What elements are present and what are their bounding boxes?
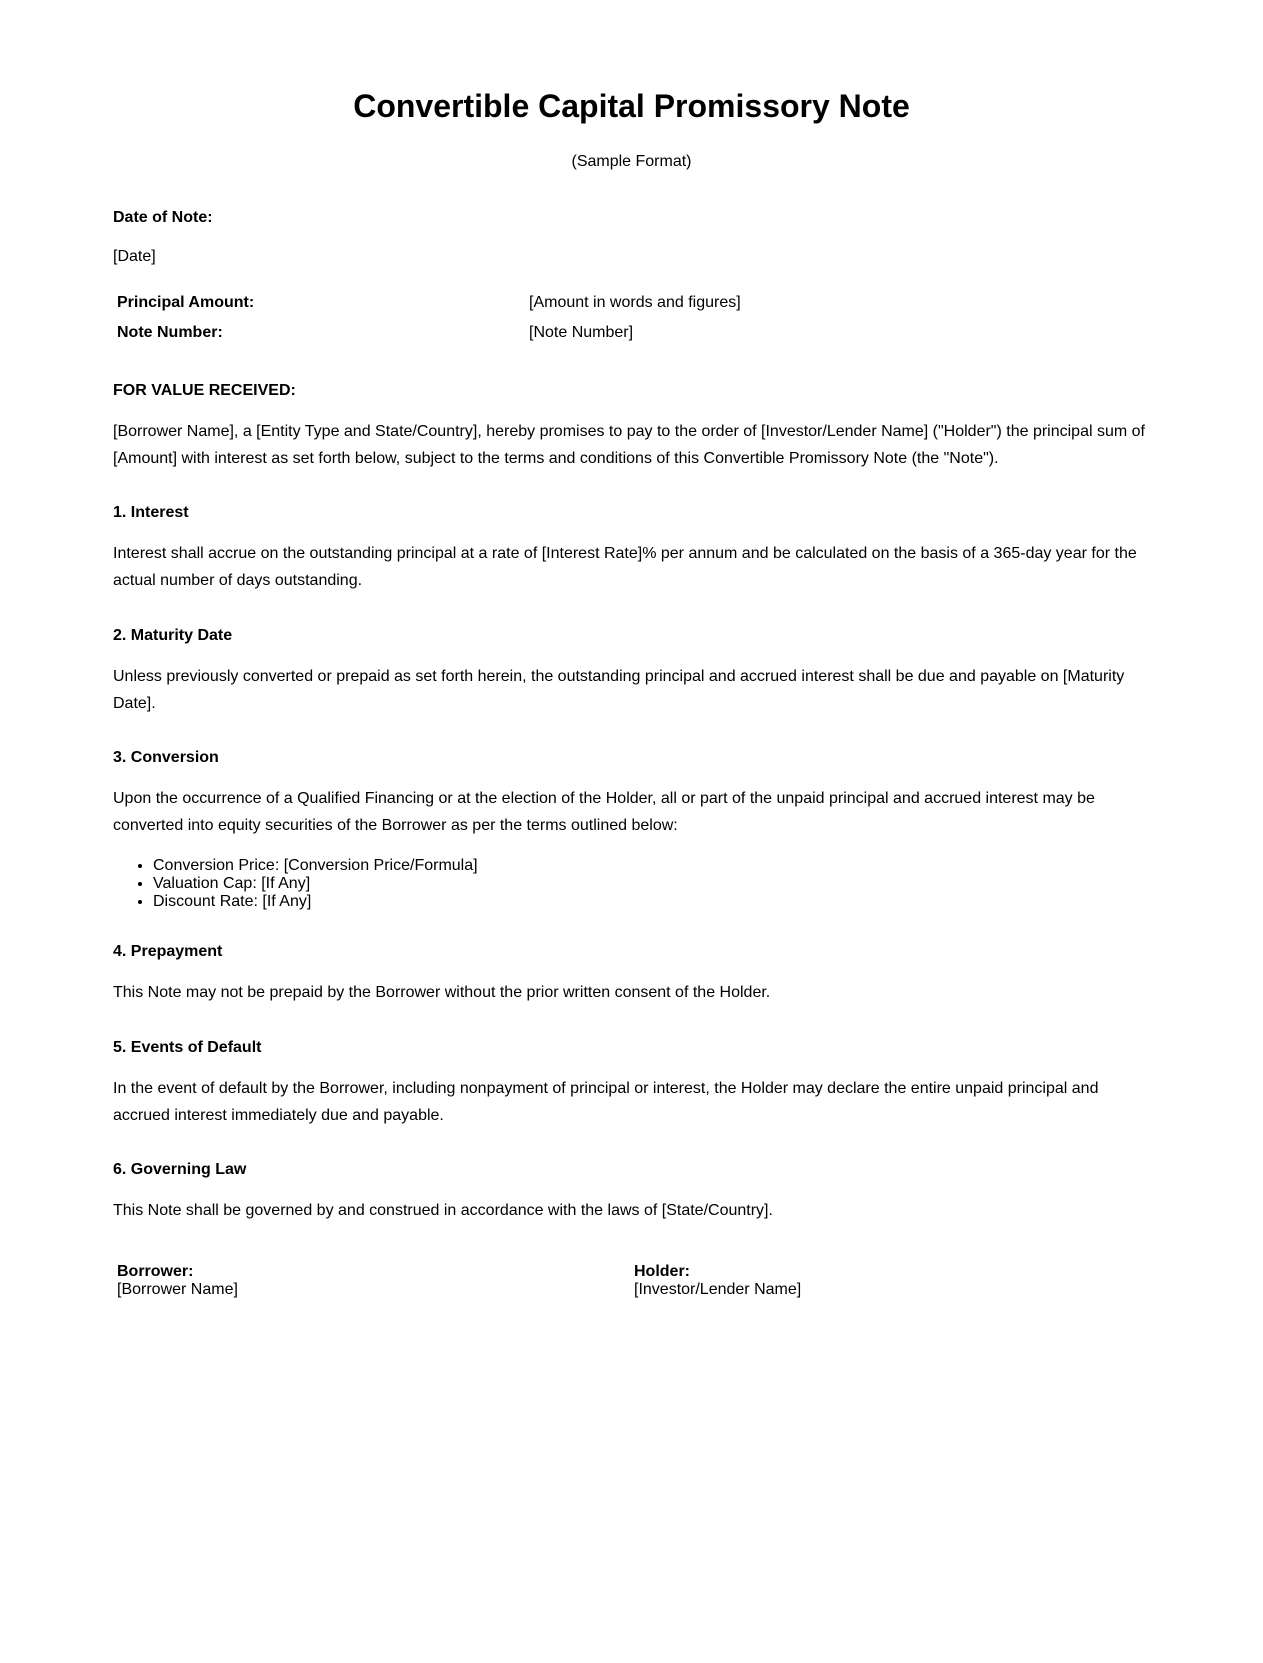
note-number-value: [Note Number] [529, 324, 634, 341]
note-number-label: Note Number: [117, 324, 223, 341]
borrower-signature-block [117, 1263, 238, 1299]
borrower-label: Borrower: [117, 1263, 194, 1280]
list-item: • Discount Rate: [If Any] [153, 893, 478, 911]
section-heading-interest: 1. Interest [113, 504, 189, 521]
section-body-interest: Interest shall accrue on the outstanding principal at a rate of [Interest Rate]% per annum and be calculated on the basis of a 365-day year for the actual number of days outstanding. [113, 545, 1137, 589]
section-heading-prepayment: 4. Prepayment [113, 943, 223, 960]
holder-name: [Investor/Lender Name] [634, 1281, 802, 1298]
section-heading-maturity-date: 2. Maturity Date [113, 627, 233, 644]
section-heading-conversion: 3. Conversion [113, 749, 219, 766]
section-heading-governing-law: 6. Governing Law [113, 1161, 247, 1178]
date-value: [Date] [113, 248, 156, 265]
date-label: Date of Note: [113, 209, 213, 226]
section-body-events-of-default: In the event of default by the Borrower, including nonpayment of principal or interest, the Holder may declare the entire unpaid principal and accrued interest immediately due and payable. [113, 1080, 1099, 1124]
intro-paragraph: [Borrower Name], a [Entity Type and State/Country], hereby promises to pay to the order of [Investor/Lender Name] ("Holder") the principal sum of [Amount] with interest as set forth below, subject to the terms and conditions of this Convertible Promissory Note (the "Note"). [113, 423, 1145, 467]
list-item: • Valuation Cap: [If Any] [153, 875, 478, 893]
holder-signature-block [634, 1263, 801, 1299]
conversion-terms-list [113, 857, 478, 911]
value-received-heading: FOR VALUE RECEIVED: [113, 382, 296, 399]
section-heading-events-of-default: 5. Events of Default [113, 1039, 262, 1056]
section-body-conversion: Upon the occurrence of a Qualified Financing or at the election of the Holder, all or part of the unpaid principal and accrued interest may be converted into equity securities of the Borrower as per the terms outlined below: [113, 790, 1095, 834]
list-item: • Conversion Price: [Conversion Price/Formula] [153, 857, 478, 875]
section-body-maturity-date: Unless previously converted or prepaid as set forth herein, the outstanding principal and accrued interest shall be due and payable on [Maturity Date]. [113, 668, 1125, 712]
holder-label: Holder: [634, 1263, 690, 1280]
principal-amount-label: Principal Amount: [117, 294, 255, 311]
document-subtitle: (Sample Format) [571, 153, 692, 170]
section-body-prepayment: This Note may not be prepaid by the Borrower without the prior written consent of the Holder. [113, 984, 771, 1001]
principal-amount-value: [Amount in words and figures] [529, 294, 741, 311]
section-body-governing-law: This Note shall be governed by and construed in accordance with the laws of [State/Country]. [113, 1202, 773, 1219]
document-title: Convertible Capital Promissory Note [353, 88, 910, 124]
borrower-name: [Borrower Name] [117, 1281, 238, 1298]
